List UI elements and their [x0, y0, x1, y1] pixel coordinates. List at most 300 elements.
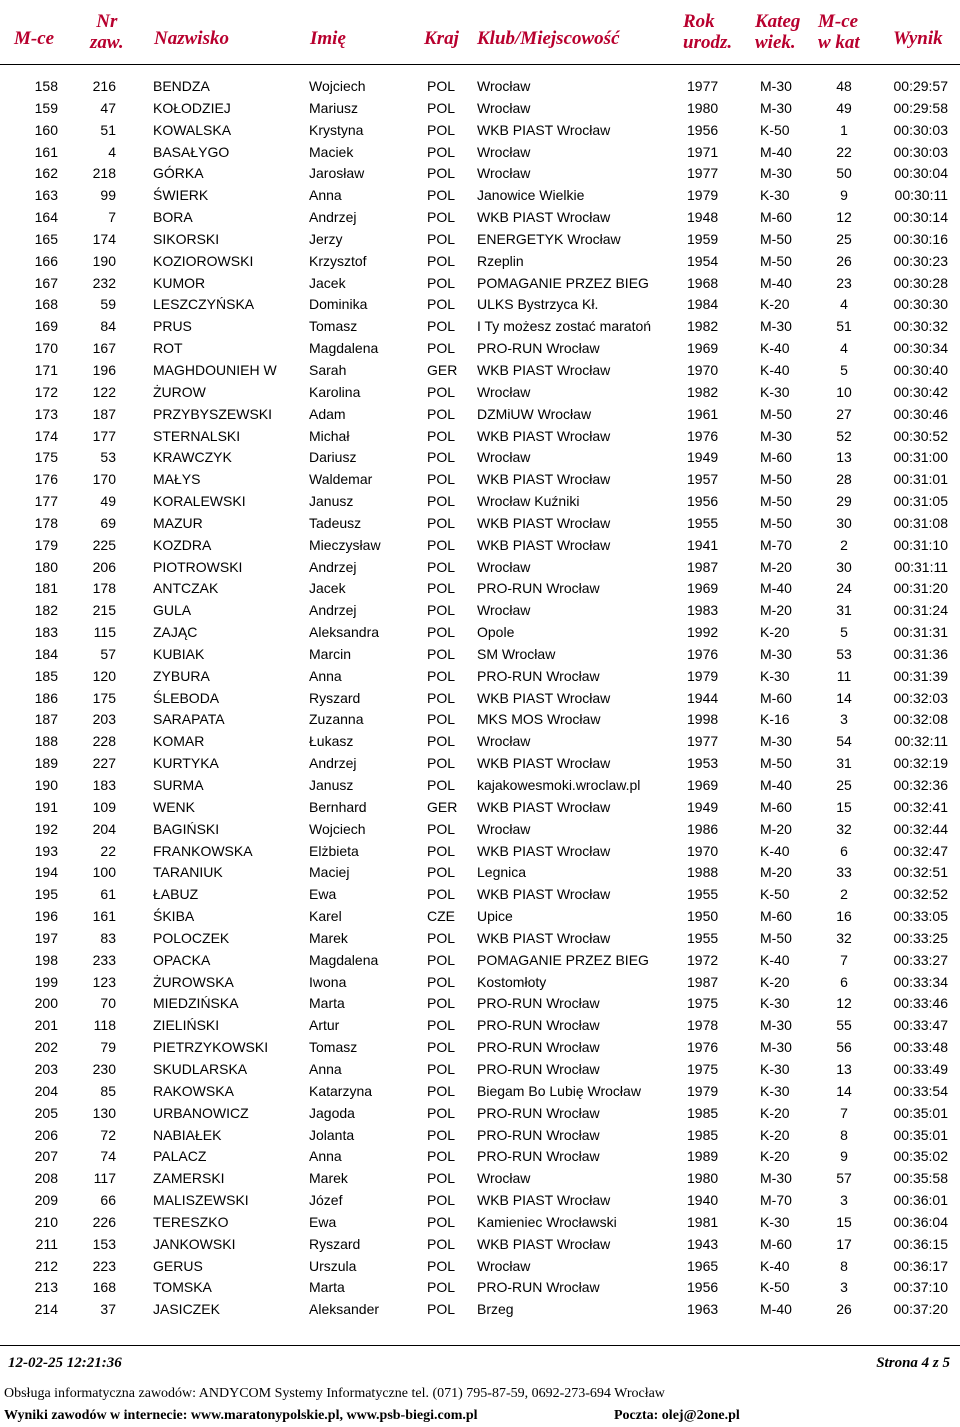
header-divider: [0, 64, 960, 65]
cell-category-place: 55: [836, 1017, 852, 1034]
cell-result: 00:33:49: [893, 1060, 948, 1077]
cell-club: DZMiUW Wrocław: [477, 405, 592, 422]
cell-surname: WENK: [153, 798, 195, 815]
table-row: [0, 1015, 960, 1037]
table-row: [0, 1037, 960, 1059]
cell-place: 159: [34, 99, 58, 116]
table-row: [0, 797, 960, 819]
cell-age-category: K-30: [760, 995, 790, 1012]
table-row: [0, 775, 960, 797]
cell-place: 202: [34, 1039, 58, 1056]
cell-place: 212: [34, 1257, 58, 1274]
cell-category-place: 7: [840, 951, 848, 968]
cell-result: 00:32:51: [893, 864, 948, 881]
cell-place: 203: [34, 1060, 58, 1077]
table-row: [0, 557, 960, 579]
table-row: [0, 163, 960, 185]
header-country: [424, 28, 459, 49]
cell-club: WKB PIAST Wrocław: [477, 121, 611, 138]
cell-country: POL: [427, 252, 456, 269]
cell-first-name: Jarosław: [309, 165, 365, 182]
table-row: [0, 753, 960, 775]
table-row: [0, 98, 960, 120]
cell-surname: ANTCZAK: [153, 580, 219, 597]
cell-age-category: M-50: [760, 493, 792, 510]
cell-country: GER: [427, 798, 458, 815]
cell-category-place: 53: [836, 645, 852, 662]
cell-first-name: Anna: [309, 1148, 342, 1165]
cell-surname: PIOTROWSKI: [153, 558, 243, 575]
cell-first-name: Karolina: [309, 383, 361, 400]
header-category-place-line2: w kat: [818, 32, 860, 53]
table-row: [0, 251, 960, 273]
cell-result: 00:31:31: [893, 624, 948, 641]
cell-age-category: K-40: [760, 1257, 790, 1274]
cell-bib: 223: [92, 1257, 116, 1274]
cell-bib: 49: [100, 493, 116, 510]
header-result-label: Wynik: [893, 28, 943, 49]
cell-category-place: 6: [840, 973, 848, 990]
cell-age-category: K-30: [760, 1082, 790, 1099]
table-row: [0, 709, 960, 731]
cell-club: WKB PIAST Wrocław: [477, 514, 611, 531]
cell-club: Janowice Wielkie: [477, 187, 585, 204]
cell-bib: 215: [92, 602, 116, 619]
results-table-body: [0, 76, 960, 1321]
cell-birth-year: 1982: [687, 383, 719, 400]
table-row: [0, 622, 960, 644]
cell-place: 190: [34, 777, 58, 793]
cell-birth-year: 1983: [687, 602, 719, 619]
table-row: [0, 207, 960, 229]
cell-first-name: Sarah: [309, 361, 347, 378]
cell-result: 00:33:27: [893, 951, 948, 968]
cell-club: MKS MOS Wrocław: [477, 711, 601, 728]
cell-first-name: Andrzej: [309, 558, 357, 575]
cell-category-place: 4: [840, 296, 848, 313]
cell-category-place: 29: [836, 493, 852, 510]
cell-bib: 83: [100, 929, 116, 946]
cell-age-category: M-40: [760, 143, 792, 160]
cell-country: POL: [427, 296, 456, 313]
cell-bib: 117: [93, 1170, 116, 1187]
cell-surname: ZIELIŃSKI: [153, 1017, 220, 1034]
cell-first-name: Andrzej: [309, 209, 357, 226]
results-table-header: [0, 0, 960, 66]
cell-country: POL: [427, 187, 456, 204]
cell-birth-year: 1987: [687, 973, 719, 990]
table-row: [0, 426, 960, 448]
cell-bib: 47: [100, 99, 116, 116]
cell-country: CZE: [427, 908, 455, 925]
cell-club: SM Wrocław: [477, 645, 556, 662]
cell-club: WKB PIAST Wrocław: [477, 1235, 611, 1252]
cell-birth-year: 1949: [687, 798, 719, 815]
cell-category-place: 6: [840, 842, 848, 859]
cell-place: 192: [34, 820, 58, 837]
cell-club: Opole: [477, 624, 515, 641]
cell-surname: JASICZEK: [153, 1301, 220, 1318]
cell-age-category: M-50: [760, 252, 792, 269]
cell-place: 169: [34, 318, 58, 335]
cell-birth-year: 1976: [687, 427, 719, 444]
cell-birth-year: 1979: [687, 187, 719, 204]
cell-first-name: Tadeusz: [309, 514, 362, 531]
cell-result: 00:30:03: [893, 143, 948, 160]
header-first-name: [310, 28, 346, 49]
cell-result: 00:31:01: [893, 471, 948, 488]
cell-place: 163: [34, 187, 58, 204]
cell-surname: KOŁODZIEJ: [153, 99, 231, 116]
cell-result: 00:35:01: [893, 1104, 948, 1121]
table-row: [0, 688, 960, 710]
cell-bib: 228: [92, 733, 116, 750]
cell-result: 00:31:05: [893, 493, 948, 510]
cell-club: WKB PIAST Wrocław: [477, 798, 611, 815]
cell-surname: FRANKOWSKA: [153, 842, 253, 859]
cell-first-name: Michał: [309, 427, 350, 444]
cell-birth-year: 1985: [687, 1104, 719, 1121]
table-row: [0, 993, 960, 1015]
header-bib-line1: Nr: [96, 11, 118, 32]
cell-first-name: Magdalena: [309, 340, 379, 357]
cell-result: 00:37:10: [893, 1279, 948, 1296]
cell-club: Wrocław: [477, 383, 531, 400]
table-row: [0, 294, 960, 316]
cell-result: 00:30:34: [893, 340, 948, 357]
cell-result: 00:35:02: [893, 1148, 948, 1165]
cell-age-category: M-60: [760, 798, 792, 815]
cell-club: Wrocław: [477, 143, 531, 160]
cell-bib: 118: [93, 1017, 116, 1034]
cell-age-category: K-20: [760, 1126, 790, 1143]
cell-age-category: M-50: [760, 230, 792, 247]
cell-place: 170: [34, 340, 58, 357]
cell-age-category: K-50: [760, 121, 790, 138]
cell-country: POL: [427, 602, 456, 619]
table-row: [0, 1081, 960, 1103]
cell-category-place: 56: [836, 1039, 852, 1056]
cell-surname: BORA: [153, 209, 193, 226]
cell-birth-year: 1957: [687, 471, 719, 488]
cell-club: PRO-RUN Wrocław: [477, 995, 600, 1012]
cell-birth-year: 1980: [687, 99, 719, 116]
cell-place: 187: [34, 711, 58, 728]
cell-category-place: 2: [840, 886, 848, 903]
header-bib-line2: zaw.: [90, 32, 124, 53]
cell-surname: SKUDLARSKA: [153, 1060, 248, 1077]
cell-bib: 123: [92, 973, 116, 990]
cell-surname: STERNALSKI: [153, 427, 241, 444]
cell-birth-year: 1977: [687, 733, 719, 750]
cell-result: 00:29:58: [893, 99, 948, 116]
cell-result: 00:36:17: [893, 1257, 948, 1274]
cell-birth-year: 1984: [687, 296, 719, 313]
cell-place: 175: [34, 449, 58, 466]
cell-birth-year: 1985: [687, 1126, 719, 1143]
cell-birth-year: 1998: [687, 711, 719, 728]
cell-category-place: 30: [836, 514, 852, 531]
cell-place: 185: [34, 667, 58, 684]
cell-result: 00:30:14: [893, 209, 948, 226]
cell-country: POL: [427, 995, 456, 1012]
cell-bib: 100: [92, 864, 116, 881]
cell-category-place: 14: [836, 1082, 852, 1099]
cell-category-place: 9: [840, 187, 848, 204]
cell-result: 00:29:57: [893, 78, 948, 94]
cell-club: WKB PIAST Wrocław: [477, 209, 611, 226]
cell-result: 00:32:36: [893, 777, 948, 793]
cell-club: Rzeplin: [477, 252, 524, 269]
cell-bib: 7: [108, 209, 116, 226]
cell-bib: 227: [92, 755, 116, 772]
cell-first-name: Artur: [309, 1017, 340, 1034]
cell-age-category: M-50: [760, 471, 792, 488]
cell-category-place: 54: [836, 733, 852, 750]
cell-country: POL: [427, 777, 456, 793]
cell-surname: KOZDRA: [153, 536, 212, 553]
header-bib: [90, 11, 124, 53]
cell-age-category: M-60: [760, 209, 792, 226]
cell-result: 00:33:47: [893, 1017, 948, 1034]
cell-category-place: 5: [840, 624, 848, 641]
cell-result: 00:31:36: [893, 645, 948, 662]
cell-birth-year: 1989: [687, 1148, 719, 1165]
cell-category-place: 49: [836, 99, 852, 116]
cell-club: WKB PIAST Wrocław: [477, 427, 611, 444]
cell-age-category: M-60: [760, 449, 792, 466]
cell-first-name: Iwona: [309, 973, 347, 990]
cell-result: 00:30:32: [893, 318, 948, 335]
cell-birth-year: 1981: [687, 1213, 719, 1230]
cell-age-category: M-70: [760, 536, 792, 553]
cell-club: Kamieniec Wrocławski: [477, 1213, 617, 1230]
cell-result: 00:32:08: [893, 711, 948, 728]
table-row: [0, 1146, 960, 1168]
cell-bib: 216: [92, 78, 116, 94]
table-row: [0, 1277, 960, 1299]
cell-place: 177: [34, 493, 58, 510]
cell-club: Wrocław: [477, 602, 531, 619]
cell-category-place: 17: [836, 1235, 852, 1252]
cell-club: kajakowesmoki.wroclaw.pl: [477, 777, 641, 793]
cell-place: 166: [34, 252, 58, 269]
cell-surname: ZYBURA: [153, 667, 210, 684]
cell-place: 162: [34, 165, 58, 182]
cell-club: POMAGANIE PRZEZ BIEG: [477, 274, 649, 291]
cell-surname: KOZIOROWSKI: [153, 252, 254, 269]
cell-country: POL: [427, 580, 456, 597]
table-row: [0, 447, 960, 469]
cell-first-name: Maciej: [309, 864, 350, 881]
cell-first-name: Katarzyna: [309, 1082, 373, 1099]
cell-category-place: 32: [836, 820, 852, 837]
cell-age-category: M-40: [760, 580, 792, 597]
cell-category-place: 32: [836, 929, 852, 946]
cell-country: POL: [427, 689, 456, 706]
cell-place: 194: [34, 864, 58, 881]
cell-club: Legnica: [477, 864, 527, 881]
table-row: [0, 906, 960, 928]
cell-bib: 190: [92, 252, 116, 269]
cell-place: 200: [34, 995, 58, 1012]
table-row: [0, 731, 960, 753]
cell-birth-year: 1982: [687, 318, 719, 335]
table-row: [0, 273, 960, 295]
cell-age-category: M-30: [760, 165, 792, 182]
cell-category-place: 25: [836, 230, 852, 247]
table-row: [0, 600, 960, 622]
cell-bib: 122: [92, 383, 116, 400]
cell-bib: 37: [100, 1301, 116, 1318]
cell-birth-year: 1941: [687, 536, 719, 553]
table-row: [0, 360, 960, 382]
cell-club: WKB PIAST Wrocław: [477, 842, 611, 859]
cell-first-name: Marek: [309, 1170, 348, 1187]
header-surname-label: Nazwisko: [154, 28, 229, 49]
cell-country: GER: [427, 361, 458, 378]
cell-birth-year: 1975: [687, 995, 719, 1012]
cell-birth-year: 1970: [687, 842, 719, 859]
cell-country: POL: [427, 1301, 456, 1318]
cell-first-name: Marta: [309, 995, 345, 1012]
table-row: [0, 491, 960, 513]
cell-country: POL: [427, 1279, 456, 1296]
cell-bib: 183: [92, 777, 116, 793]
cell-bib: 84: [100, 318, 116, 335]
cell-club: Biegam Bo Lubię Wrocław: [477, 1082, 641, 1099]
cell-age-category: M-30: [760, 1039, 792, 1056]
cell-birth-year: 1963: [687, 1301, 719, 1318]
cell-category-place: 13: [836, 449, 852, 466]
cell-bib: 115: [93, 624, 116, 641]
cell-bib: 177: [92, 427, 116, 444]
cell-first-name: Mieczysław: [309, 536, 381, 553]
cell-surname: KORALEWSKI: [153, 493, 246, 510]
cell-place: 164: [34, 209, 58, 226]
cell-first-name: Anna: [309, 187, 342, 204]
cell-first-name: Janusz: [309, 493, 354, 510]
cell-category-place: 30: [836, 558, 852, 575]
cell-result: 00:31:00: [893, 449, 948, 466]
header-birth-year-line1: Rok: [683, 11, 715, 32]
cell-place: 199: [34, 973, 58, 990]
cell-surname: KRAWCZYK: [153, 449, 232, 466]
cell-surname: GULA: [153, 602, 192, 619]
cell-result: 00:31:24: [893, 602, 948, 619]
cell-place: 196: [34, 908, 58, 925]
cell-birth-year: 1968: [687, 274, 719, 291]
cell-bib: 167: [92, 340, 116, 357]
table-row: [0, 469, 960, 491]
cell-surname: POLOCZEK: [153, 929, 230, 946]
table-row: [0, 666, 960, 688]
cell-place: 186: [34, 689, 58, 706]
cell-result: 00:33:48: [893, 1039, 948, 1056]
cell-bib: 161: [92, 908, 116, 925]
cell-category-place: 10: [836, 383, 852, 400]
cell-club: Kostomłoty: [477, 973, 547, 990]
cell-first-name: Jacek: [309, 580, 346, 597]
cell-result: 00:31:10: [893, 536, 948, 553]
cell-surname: JANKOWSKI: [153, 1235, 236, 1252]
cell-first-name: Jerzy: [309, 230, 343, 247]
table-row: [0, 1190, 960, 1212]
header-club: [477, 28, 620, 49]
cell-place: 172: [34, 383, 58, 400]
cell-age-category: K-20: [760, 1148, 790, 1165]
cell-age-category: M-20: [760, 864, 792, 881]
cell-surname: BENDZA: [153, 78, 210, 94]
table-row: [0, 142, 960, 164]
cell-country: POL: [427, 645, 456, 662]
header-age-category: [755, 11, 800, 53]
cell-category-place: 15: [836, 798, 852, 815]
cell-place: 206: [34, 1126, 58, 1143]
cell-surname: ŻUROW: [153, 383, 206, 400]
cell-club: ENERGETYK Wrocław: [477, 230, 621, 247]
cell-birth-year: 1972: [687, 951, 719, 968]
cell-result: 00:32:44: [893, 820, 948, 837]
cell-age-category: M-60: [760, 1235, 792, 1252]
table-row: [0, 1299, 960, 1321]
cell-age-category: K-20: [760, 1104, 790, 1121]
cell-club: Wrocław: [477, 558, 531, 575]
cell-bib: 170: [92, 471, 116, 488]
cell-place: 161: [34, 143, 58, 160]
cell-place: 198: [34, 951, 58, 968]
cell-country: POL: [427, 951, 456, 968]
cell-result: 00:31:08: [893, 514, 948, 531]
cell-first-name: Łukasz: [309, 733, 354, 750]
cell-result: 00:33:46: [893, 995, 948, 1012]
cell-surname: TERESZKO: [153, 1213, 229, 1230]
table-row: [0, 1256, 960, 1278]
cell-country: POL: [427, 711, 456, 728]
cell-category-place: 51: [836, 318, 852, 335]
cell-surname: TOMSKA: [153, 1279, 212, 1296]
cell-club: WKB PIAST Wrocław: [477, 689, 611, 706]
cell-first-name: Maciek: [309, 143, 354, 160]
cell-bib: 230: [92, 1060, 116, 1077]
cell-age-category: K-30: [760, 667, 790, 684]
cell-surname: GERUS: [153, 1257, 203, 1274]
cell-category-place: 4: [840, 340, 848, 357]
cell-category-place: 50: [836, 165, 852, 182]
cell-place: 208: [34, 1170, 58, 1187]
cell-place: 171: [34, 361, 58, 378]
cell-age-category: M-20: [760, 820, 792, 837]
service-info: Obsługa informatyczna zawodów: ANDYCOM Systemy Informatyczne tel. (071) 795-87-59, 0692-273-694 Wrocław: [4, 1386, 665, 1401]
cell-category-place: 16: [836, 908, 852, 925]
cell-result: 00:36:04: [893, 1213, 948, 1230]
cell-club: Wrocław: [477, 78, 531, 94]
print-timestamp: 12-02-25 12:21:36: [8, 1355, 122, 1371]
table-row: [0, 229, 960, 251]
cell-country: POL: [427, 1039, 456, 1056]
header-place-label: M-ce: [14, 28, 55, 49]
cell-country: POL: [427, 1104, 456, 1121]
cell-category-place: 25: [836, 777, 852, 793]
cell-surname: ŚWIERK: [153, 187, 209, 204]
cell-age-category: M-30: [760, 1017, 792, 1034]
cell-result: 00:32:52: [893, 886, 948, 903]
cell-first-name: Anna: [309, 1060, 342, 1077]
cell-surname: BAGIŃSKI: [153, 820, 220, 837]
cell-result: 00:32:19: [893, 755, 948, 772]
cell-place: 179: [34, 536, 58, 553]
cell-place: 174: [34, 427, 58, 444]
